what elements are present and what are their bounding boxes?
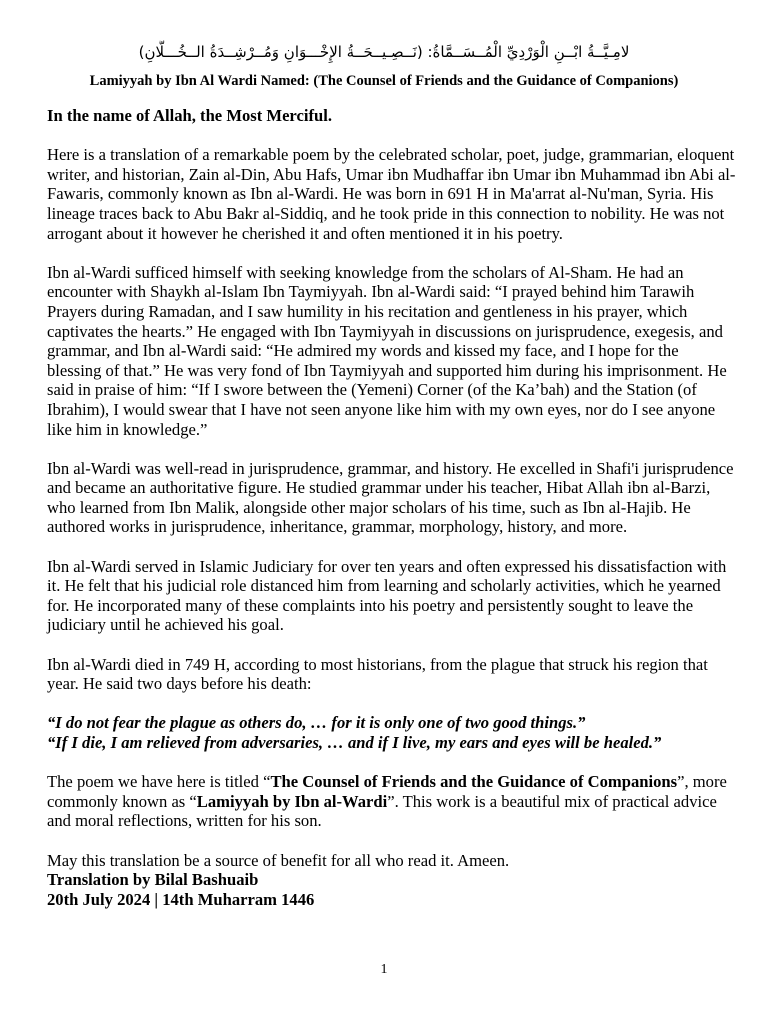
ibn-taymiyyah-paragraph: Ibn al-Wardi sufficed himself with seeking knowledge from the scholars of Al-Sham. He had an encounter with Shaykh al-Islam Ibn Taymiyyah. Ibn al-Wardi said: “I prayed behind him Tarawih Prayers during Ramadan, and I saw humility in his recitation and gentleness in his prayer, which captivates the hearts.” He engaged with Ibn Taymiyyah in discussions on jurisprudence, exegesis, and grammar, and Ibn al-Wardi said: “He admired my words and kissed my face, and I hope for the blessing of that.” He was very fond of Ibn Taymiyyah and supported him during his imprisonment. He said in praise of him: “If I swore between the (Yemeni) Corner (of the Ka’bah) and the Station (of Ibrahim), I would swear that I have not seen anyone like him with my own eyes, nor do I see anyone like him in knowledge.” [47,262,727,439]
poem-intro-middle: ”, more commonly known as “ [47,772,727,811]
poem-intro-suffix: ”. This work is a beautiful mix of practical advice and moral reflections, written for his son. [47,791,717,831]
scholarship-paragraph: Ibn al-Wardi was well-read in jurisprudence, grammar, and history. He excelled in Shafi'i jurisprudence and became an authoritative figure. He studied grammar under his teacher, Hibat Allah ibn al-Barzi, who learned from Ibn Malik, alongside other major scholars of his time, such as Ibn al-Hajib. He authored works in jurisprudence, inheritance, grammar, morphology, history, and more. [47,458,734,537]
closing-block [47,851,737,910]
arabic-title: لامِـيَّــةُ ابْــنِ الْوَرْدِيِّ الْمُــسَــمَّاةُ: (نَــصِـيــحَــةُ الإِخْـــوَانِ وَمُــرْشِــدَةُ الــخُـــلَّانِ) [138,43,630,61]
poem-title: The Counsel of Friends and the Guidance of Companions [270,772,678,792]
closing-dua: May this translation be a source of benefit for all who read it. Ameen. [47,850,510,870]
quote-line-1: “I do not fear the plague as others do, … for it is only one of two good things.” [47,713,586,733]
english-title: Lamiyyah by Ibn Al Wardi Named: (The Counsel of Friends and the Guidance of Companions) [89,73,679,89]
poem-alt-title: Lamiyyah by Ibn al-Wardi [196,791,388,811]
poem-quote [47,713,737,752]
judiciary-paragraph: Ibn al-Wardi served in Islamic Judiciary for over ten years and often expressed his dissatisfaction with it. He felt that his judicial role distanced him from learning and scholarly activities, which he yearned for. He incorporated many of these complaints into his poetry and persistently sought to leave the judiciary until he achieved his goal. [47,556,727,635]
bismillah-heading: In the name of Allah, the Most Merciful. [47,106,332,125]
document-body [47,106,737,909]
translation-date: 20th July 2024 | 14th Muharram 1446 [47,889,315,909]
translator-credit: Translation by Bilal Bashuaib [47,870,259,890]
poem-intro-prefix: The poem we have here is titled “ [47,772,271,792]
intro-paragraph: Here is a translation of a remarkable poem by the celebrated scholar, poet, judge, grammarian, eloquent writer, and historian, Zain al-Din, Abu Hafs, Umar ibn Mudhaffar ibn Umar ibn Muhammad ibn Abi al-Fawaris, commonly known as Ibn al-Wardi. He was born in 691 H in Ma'arrat al-Nu'man, Syria. His lineage traces back to Abu Bakr al-Siddiq, and he took pride in this connection to nobility. He was not arrogant about it however he cherished it and often mentioned it in his poetry. [47,145,736,243]
quote-line-2: “If I die, I am relieved from adversaries, … and if I live, my ears and eyes will be healed.” [47,733,662,752]
poem-intro-paragraph [47,772,737,831]
page-number: 1 [380,962,388,977]
death-paragraph: Ibn al-Wardi died in 749 H, according to most historians, from the plague that struck his region that year. He said two days before his death: [47,654,708,694]
